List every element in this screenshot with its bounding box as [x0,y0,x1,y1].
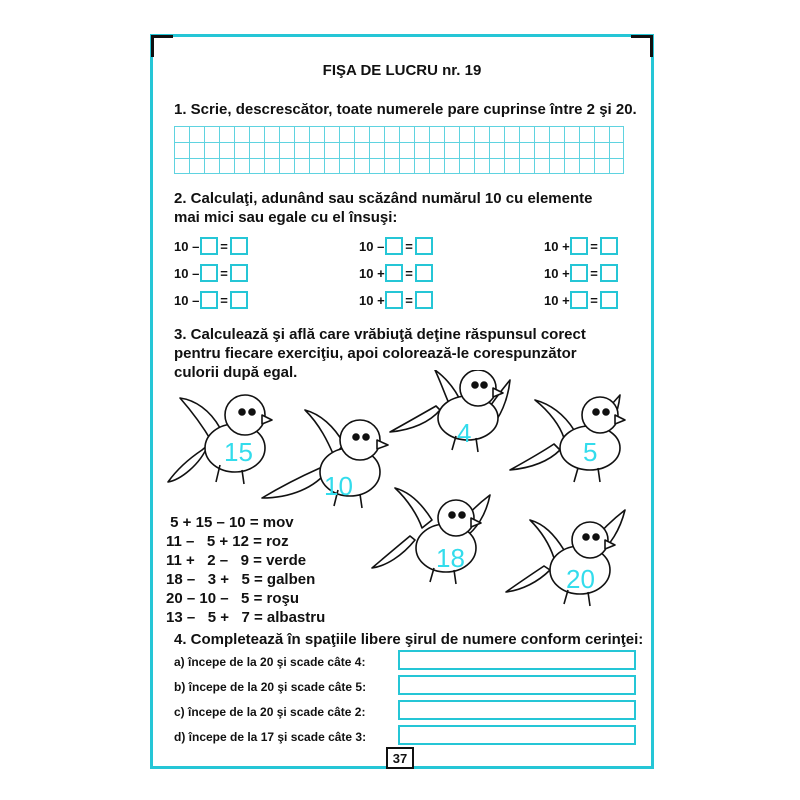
equation-operand: 10 – [174,292,200,308]
answer-box[interactable] [200,264,218,282]
sparrow-bird-icon[interactable] [510,395,625,482]
sequence-answer-field[interactable] [398,725,636,745]
equation-row [359,236,433,256]
frame-corner-top-left [151,35,173,57]
answer-box[interactable] [570,291,588,309]
equation-row [544,236,618,256]
question-2-line-2: mai mici sau egale cu el însuşi: [174,209,398,226]
equals-sign: = [405,292,413,308]
equation-row [544,263,618,283]
question-4: 4. Completează în spaţiile libere şirul de numere conform cerinţei: [174,631,644,648]
equation-operand: 10 + [544,265,570,281]
equation-row [174,236,248,256]
bird-number: 20 [566,564,595,594]
exercise-list [166,513,325,627]
question-3-line-2: pentru fiecare exerciţiu, apoi colorează-le corespunzător [174,345,577,362]
exercise-item: 13 – 5 + 7 = albastru [166,609,326,626]
question-2-line-1: 2. Calculaţi, adunând sau scăzând numărul 10 cu elemente [174,190,593,207]
equals-sign: = [220,292,228,308]
sequence-label: b) începe de la 20 şi scade câte 5: [174,680,367,694]
answer-box[interactable] [385,264,403,282]
bird-number: 5 [583,437,598,467]
worksheet-title: FIŞA DE LUCRU nr. 19 [322,62,482,79]
sequence-label: d) începe de la 17 şi scade câte 3: [174,730,367,744]
equals-sign: = [405,238,413,254]
equation-operand: 10 + [544,238,570,254]
question-3-line-3: culorii după egal. [174,364,298,381]
answer-box[interactable] [570,237,588,255]
exercise-item: 11 – 5 + 12 = roz [166,533,289,550]
result-box[interactable] [600,291,618,309]
equals-sign: = [590,238,598,254]
question-1: 1. Scrie, descrescător, toate numerele pare cuprinse între 2 şi 20. [174,101,637,118]
equation-column-3 [544,236,618,310]
equation-operand: 10 + [359,265,385,281]
sparrow-bird-icon[interactable] [390,370,510,452]
equation-row [174,290,248,310]
result-box[interactable] [230,237,248,255]
equation-operand: 10 – [174,265,200,281]
answer-box[interactable] [385,237,403,255]
equals-sign: = [590,292,598,308]
sparrow-bird-icon[interactable] [168,395,272,484]
bird-number: 10 [324,471,353,501]
result-box[interactable] [415,291,433,309]
result-box[interactable] [600,237,618,255]
equation-operand: 10 + [359,292,385,308]
result-box[interactable] [415,264,433,282]
answer-box[interactable] [570,264,588,282]
equation-operand: 10 – [174,238,200,254]
equation-column-2 [359,236,433,310]
answer-box[interactable] [385,291,403,309]
frame-corner-top-right [631,35,653,57]
equals-sign: = [220,265,228,281]
exercise-item: 11 + 2 – 9 = verde [166,552,307,569]
bird-number: 4 [457,418,472,448]
sequence-answer-field[interactable] [398,675,636,695]
sequence-label: a) începe de la 20 şi scade câte 4: [174,655,366,669]
answer-box[interactable] [200,291,218,309]
equation-row [359,290,433,310]
equation-operand: 10 – [359,238,385,254]
sequence-answer-field[interactable] [398,650,636,670]
bird-number: 15 [224,437,253,467]
result-box[interactable] [600,264,618,282]
writing-grid[interactable] [174,126,624,174]
exercise-item: 5 + 15 – 10 = mov [166,514,294,531]
exercise-item: 18 – 3 + 5 = galben [166,571,316,588]
answer-box[interactable] [200,237,218,255]
equation-row [174,263,248,283]
sequence-answer-field[interactable] [398,700,636,720]
page-number: 37 [386,747,414,769]
question-3-line-1: 3. Calculează şi află care vrăbiuţă deţine răspunsul corect [174,326,586,343]
equals-sign: = [405,265,413,281]
result-box[interactable] [230,264,248,282]
equals-sign: = [590,265,598,281]
sparrow-bird-icon[interactable] [372,488,490,584]
equation-operand: 10 + [544,292,570,308]
result-box[interactable] [230,291,248,309]
equation-column-1 [174,236,248,310]
sequence-label: c) începe de la 20 şi scade câte 2: [174,705,366,719]
result-box[interactable] [415,237,433,255]
exercise-item: 20 – 10 – 5 = roşu [166,590,300,607]
equation-row [359,263,433,283]
equation-row [544,290,618,310]
equals-sign: = [220,238,228,254]
bird-number: 18 [436,543,465,573]
